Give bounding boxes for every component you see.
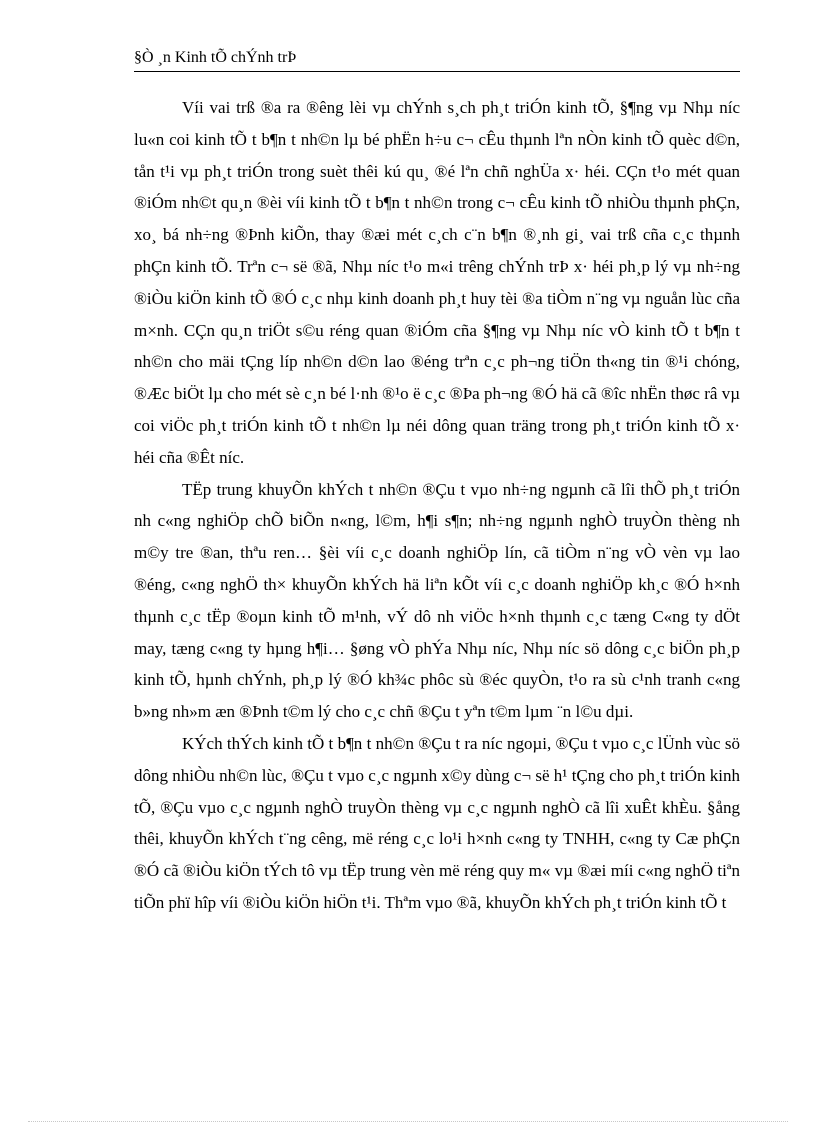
paragraph-3: KÝch thÝch kinh tÕ t b¶n t nh©n ®Çu t ra níc ngoµi, ®Çu t vµo c¸c lÜnh vùc sö dông nhiÒu nh©n lùc, ®Çu t vµo c¸c ngµnh x©y dùng c¬ së h¹ tÇng cho ph¸t triÓn kinh tÕ, ®Çu vµo c¸c ngµnh nghÒ truyÒn thèng vµ c¸c ngµnh nghÒ cã lîi xuÊt khÈu. §ång thêi, khuyÕn khÝch t¨ng cêng, më réng c¸c lo¹i h×nh c«ng ty TNHH, c«ng ty Cæ phÇn ®Ó cã ®iÒu kiÖn tÝch tô vµ tËp trung vèn më réng quy m« vµ ®æi míi c«ng nghÖ tiªn tiÕn phï hîp víi ®iÒu kiÖn hiÖn t¹i. Thªm vµo ®ã, khuyÕn khÝch ph¸t triÓn kinh tÕ t [134,733,740,912]
paragraph-2: TËp trung khuyÕn khÝch t nh©n ®Çu t vµo nh÷ng ngµnh cã lîi thÕ ph¸t triÓn nh c«ng nghiÖp chÕ biÕn n«ng, l©m, h¶i s¶n; nh÷ng ngµnh nghÒ truyÒn thèng nh m©y tre ®an, thªu ren… §èi víi c¸c doanh nghiÖp lín, cã tiÒm n¨ng vÒ vèn vµ lao ®éng, c«ng nghÖ th× khuyÕn khÝch hä liªn kÕt víi c¸c doanh nghiÖp kh¸c ®Ó h×nh thµnh c¸c tËp ®oµn kinh tÕ m¹nh, vÝ dô nh viÖc h×nh thµnh c¸c tæng C«ng ty dÖt may, tæng c«ng ty hµng h¶i… §øng vÒ phÝa Nhµ níc, Nhµ níc sö dông c¸c biÖn ph¸p kinh tÕ, hµnh chÝnh, ph¸p lý ®Ó kh¾c phôc sù ®éc quyÒn, t¹o ra sù c¹nh tranh c«ng b»ng nh»m æn ®Þnh t©m lý cho c¸c chñ ®Çu t yªn t©m lµm ¨n l©u dµi. [134,479,740,722]
paragraph-1: Víi vai trß ®a ra ®êng lèi vµ chÝnh s¸ch ph¸t triÓn kinh tÕ, §¶ng vµ Nhµ níc lu«n coi kinh tÕ t b¶n t nh©n lµ bé phËn h÷u c¬ cÊu thµnh lªn nÒn kinh tÕ quèc d©n, tån t¹i vµ ph¸t triÓn trong suèt thêi kú qu¸ ®é lªn chñ nghÜa x· héi. CÇn t¹o mét quan ®iÓm nh©t qu¸n ®èi víi kinh tÕ t b¶n t nh©n trong c¬ cÊu kinh tÕ nhiÒu thµnh phÇn, xo¸ bá nh÷ng ®Þnh kiÕn, thay ®æi mét c¸ch c¨n b¶n ®¸nh gi¸ vai trß cña c¸c thµnh phÇn kinh tÕ. Trªn c¬ së ®ã, Nhµ níc t¹o m«i trêng chÝnh trÞ x· héi ph¸p lý vµ nh÷ng ®iÒu kiÖn kinh tÕ ®Ó c¸c nhµ kinh doanh ph¸t huy tèi ®a tiÒm n¨ng vµ nguån lùc cña m×nh. CÇn qu¸n triÖt s©u réng quan ®iÓm cña §¶ng vµ Nhµ níc vÒ kinh tÕ t b¶n t nh©n cho mäi tÇng líp nh©n d©n lao ®éng trªn c¸c ph¬ng tiÖn th«ng tin ®¹i chóng, ®Æc biÖt lµ cho mét sè c¸n bé l·nh ®¹o ë c¸c ®Þa ph¬ng ®Ó hä cã ®îc nhËn thøc râ vµ coi viÖc ph¸t triÓn kinh tÕ t nh©n lµ néi dông quan träng trong ph¸t triÓn kinh tÕ x· héi cña ®Êt níc. [134,98,740,467]
document-body [134,92,740,919]
page-header [134,47,740,72]
page-bottom-border [28,1121,788,1122]
page-header-title: §Ò ¸n Kinh tÕ chÝnh trÞ [134,49,297,66]
